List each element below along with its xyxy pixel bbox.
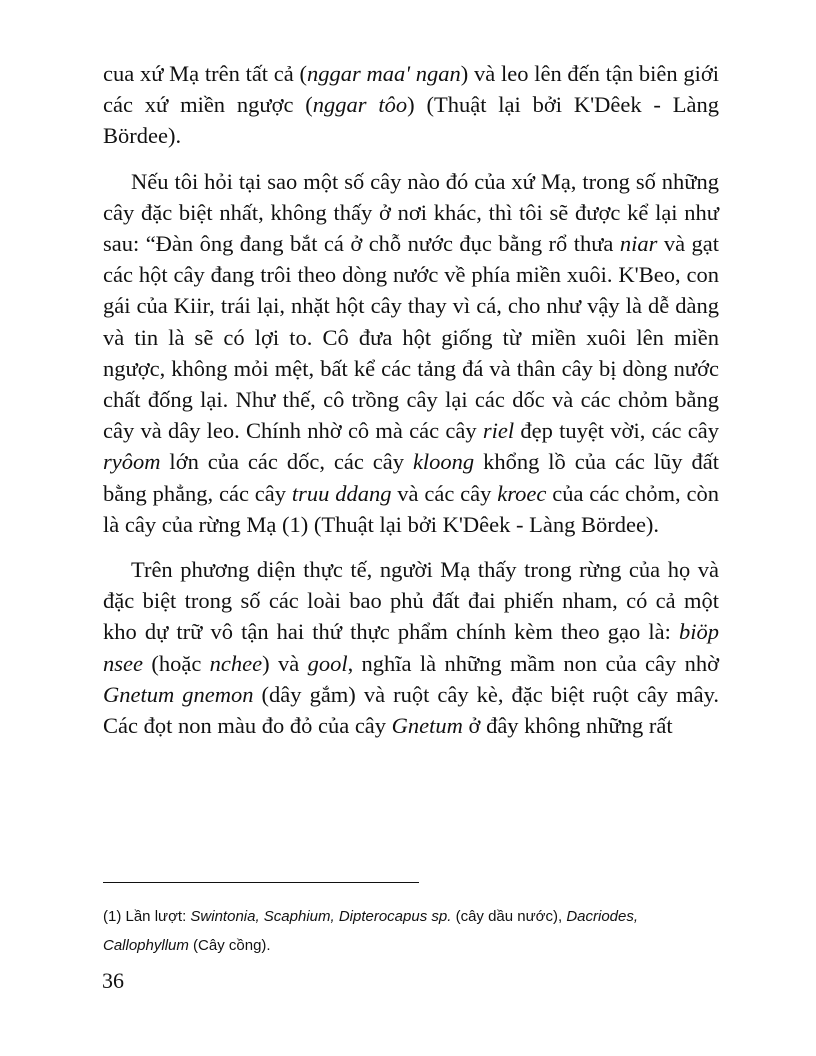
italic-term: Swintonia, Scaphium, Dipterocapus sp. [190, 908, 452, 925]
italic-term: niar [619, 231, 658, 257]
text-run: ở đây không những rất [462, 713, 673, 739]
paragraph [103, 554, 719, 741]
text-run: Nếu tôi hỏi tại sao một số cây nào đó của xứ Mạ, trong số những cây đặc biệt nhất, không thấy ở nơi khác, thì tôi sẽ được kể lại như sau: “Đàn ông đang bắt cá ở chỗ nước đục bằng rổ thưa [103, 168, 719, 257]
italic-term: nggar tôo [312, 92, 408, 118]
text-run: và các cây [391, 480, 498, 506]
text-run: (hoặc [142, 650, 210, 676]
text-run: ) và [262, 650, 308, 676]
text-run: và gạt các hột cây đang trôi theo dòng nước về phía miền xuôi. K'Beo, con gái của Kiir, trái lại, nhặt hột cây thay vì cá, cho như vậy là dễ dàng và tin là sẽ có lợi to. Cô đưa hột giống từ miền xuôi lên miền ngược, không mỏi mệt, bất kể các tảng đá và thân cây bị dòng nước chất đống lại. Như thế, cô trồng cây lại các dốc và các chỏm bằng cây và dây leo. Chính nhờ cô mà các cây [103, 231, 719, 444]
text-run: (dây gắm) và ruột cây kè, đặc biệt ruột cây mây. Các đọt non màu đo đỏ của cây [103, 681, 719, 739]
text-run: khổng lồ của các lũy đất bằng phẳng, các cây [103, 449, 719, 506]
italic-term: kloong [412, 449, 475, 475]
page-number: 36 [102, 968, 124, 993]
text-run: đẹp tuyệt vời, các cây [514, 418, 720, 444]
italic-term: nchee [209, 650, 263, 676]
footnote [103, 902, 719, 960]
footnote-divider [103, 882, 419, 883]
italic-term: nggar maa' ngan [307, 61, 461, 86]
italic-term: ryôom [103, 449, 161, 475]
italic-term: kroec [497, 480, 547, 506]
text-run: (1) Lần lượt: [103, 908, 191, 925]
paragraph [103, 58, 719, 152]
text-run: Trên phương diện thực tế, người Mạ thấy trong rừng của họ và đặc biệt trong số các loài bao phủ đất đai phiến nham, có cả một kho dự trữ vô tận hai thứ thực phẩm chính kèm theo gạo là: [103, 557, 719, 645]
italic-term: truu ddang [291, 480, 392, 506]
text-run: (cây dầu nước), [451, 908, 567, 925]
text-run: (Cây cồng). [188, 937, 271, 954]
italic-term: Gnetum gnemon [103, 681, 254, 707]
text-run: ) (Thuật lại bởi K'Dêek - Làng Bördee). [103, 92, 719, 149]
text-run: , nghĩa là những mầm non của cây nhờ [347, 650, 719, 676]
text-run: lớn của các dốc, các cây [160, 449, 413, 475]
text-run: ) và leo lên đến tận biên giới các xứ miền ngược ( [103, 61, 719, 118]
text-run: cua xứ Mạ trên tất cả ( [103, 61, 307, 86]
italic-term: gool [307, 650, 348, 676]
italic-term: Dacriodes, Callophyllum [103, 908, 639, 954]
page-body [103, 58, 719, 741]
italic-term: biöp nsee [103, 619, 719, 676]
text-run: của các chỏm, còn là cây của rừng Mạ (1) (Thuật lại bởi K'Dêek - Làng Bördee). [103, 480, 719, 537]
italic-term: Gnetum [391, 713, 463, 739]
italic-term: riel [482, 418, 515, 444]
paragraph [103, 166, 719, 540]
